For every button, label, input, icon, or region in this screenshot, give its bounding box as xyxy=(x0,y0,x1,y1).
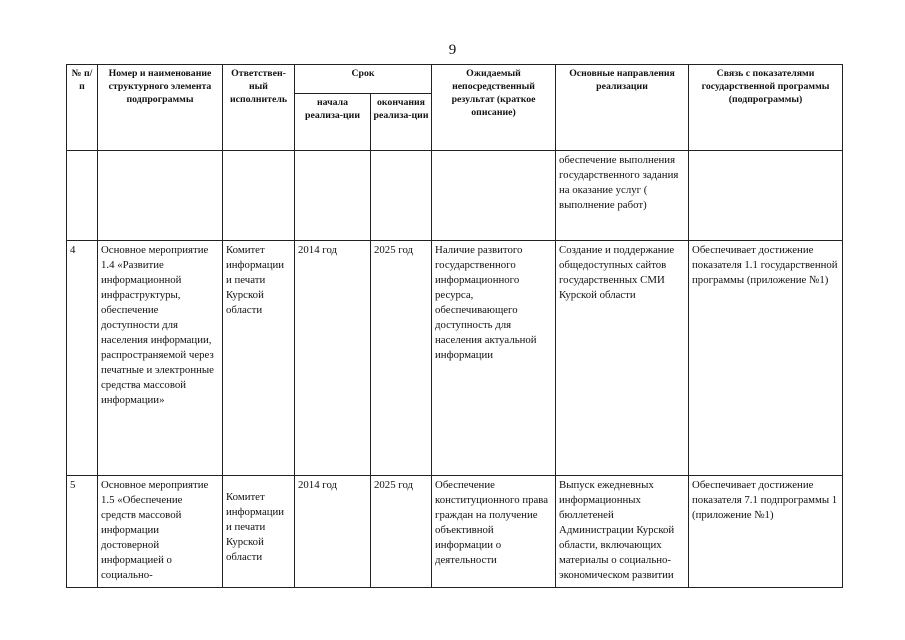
cell-responsible: Комитет информации и печати Курской области xyxy=(223,476,295,588)
cell-end xyxy=(371,151,432,241)
header-responsible: Ответствен-ный исполнитель xyxy=(223,65,295,151)
cell-num: 5 xyxy=(67,476,98,588)
page-number: 9 xyxy=(448,42,457,58)
cell-name xyxy=(98,151,223,241)
cell-num: 4 xyxy=(67,241,98,476)
cell-directions: Выпуск ежедневных информационных бюллетеней Администрации Курской области, включающих материалы о социально-экономическом развитии xyxy=(556,476,689,588)
header-link: Связь с показателями государственной программы (подпрограммы) xyxy=(689,65,843,151)
cell-end: 2025 год xyxy=(371,476,432,588)
table-row xyxy=(67,241,843,476)
table-row xyxy=(67,151,843,241)
cell-link xyxy=(689,151,843,241)
cell-link: Обеспечивает достижение показателя 7.1 подпрограммы 1 (приложение №1) xyxy=(689,476,843,588)
cell-start xyxy=(295,151,371,241)
header-row-1 xyxy=(67,65,843,94)
cell-link: Обеспечивает достижение показателя 1.1 государственной программы (приложение №1) xyxy=(689,241,843,476)
cell-directions: обеспечение выполнения государственного задания на оказание услуг ( выполнение работ) xyxy=(556,151,689,241)
program-table xyxy=(66,64,843,588)
cell-num xyxy=(67,151,98,241)
cell-name: Основное мероприятие 1.5 «Обеспечение средств массовой информации достоверной информацией о социально- xyxy=(98,476,223,588)
header-term: Срок xyxy=(295,65,432,94)
cell-directions: Создание и поддержание общедоступных сайтов государственных СМИ Курской области xyxy=(556,241,689,476)
cell-responsible: Комитет информации и печати Курской области xyxy=(223,241,295,476)
header-directions: Основные направления реализации xyxy=(556,65,689,151)
cell-end: 2025 год xyxy=(371,241,432,476)
header-end: окончания реализа-ции xyxy=(371,94,432,151)
cell-responsible xyxy=(223,151,295,241)
header-name: Номер и наименование структурного элемента подпрограммы xyxy=(98,65,223,151)
cell-result xyxy=(432,151,556,241)
cell-name: Основное мероприятие 1.4 «Развитие информационной инфраструктуры, обеспечение доступности для населения информации, распространяемой через печатные и электронные средства массовой информации» xyxy=(98,241,223,476)
header-start: начала реализа-ции xyxy=(295,94,371,151)
cell-result: Обеспечение конституционного права граждан на получение объективной информации о деятельности xyxy=(432,476,556,588)
header-result: Ожидаемый непосредственный результат (краткое описание) xyxy=(432,65,556,151)
header-num: № п/п xyxy=(67,65,98,151)
cell-start: 2014 год xyxy=(295,476,371,588)
cell-result: Наличие развитого государственного информационного ресурса, обеспечивающего доступность для населения актуальной информации xyxy=(432,241,556,476)
table-row xyxy=(67,476,843,588)
cell-start: 2014 год xyxy=(295,241,371,476)
